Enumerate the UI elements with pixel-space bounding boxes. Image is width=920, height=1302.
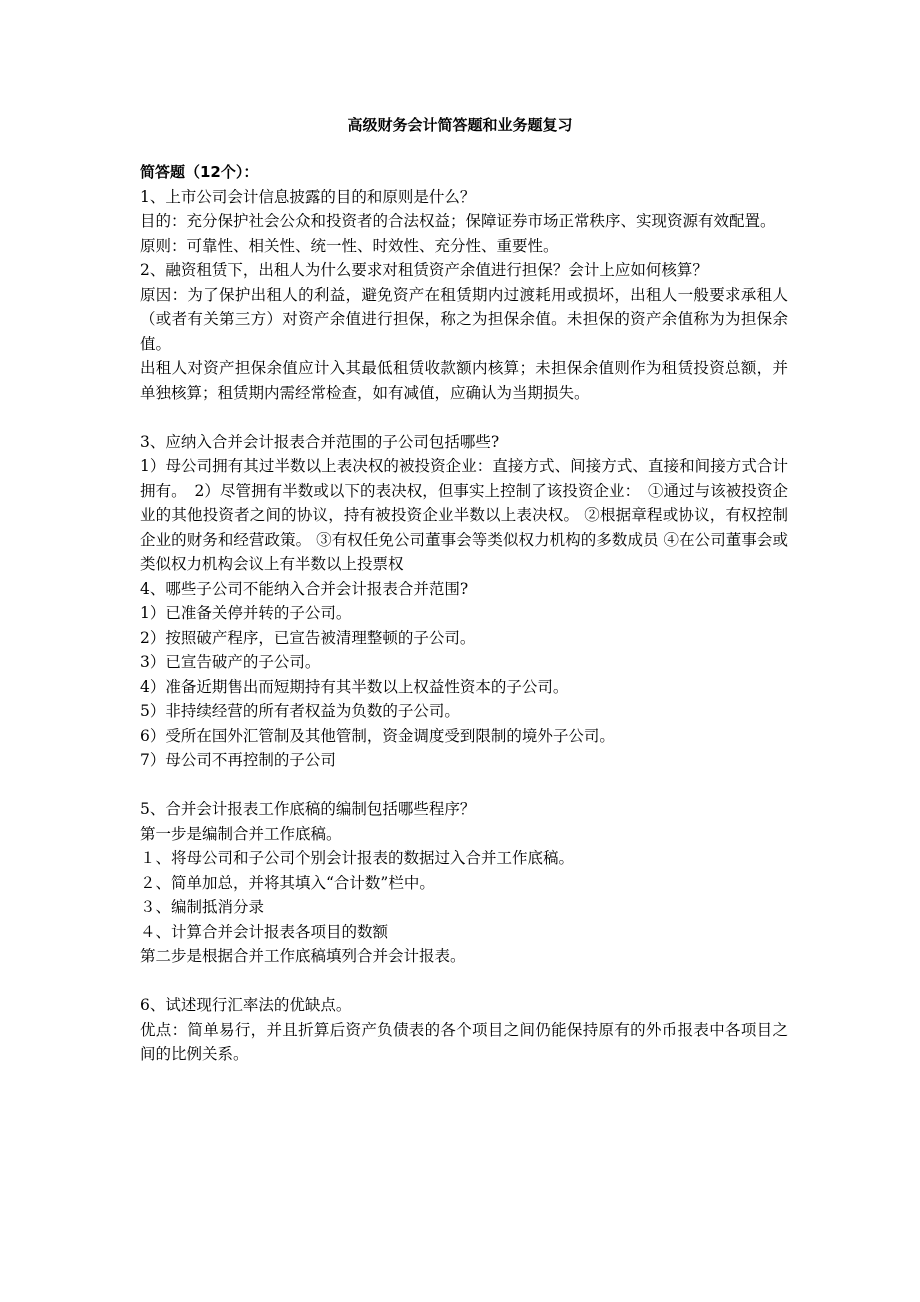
q1-purpose: 目的：充分保护社会公众和投资者的合法权益；保障证券市场正常秩序、实现资源有效配置。 bbox=[140, 212, 776, 230]
q4-item: 4）准备近期售出而短期持有其半数以上权益性资本的子公司。 bbox=[140, 677, 569, 696]
q5-item: １、将母公司和子公司个别会计报表的数据过入合并工作底稿。 bbox=[140, 849, 575, 867]
q2-question: 2、融资租赁下，出租人为什么要求对租赁资产余值进行担保？会计上应如何核算？ bbox=[140, 261, 708, 279]
q3-question: 3、应纳入合并会计报表合并范围的子公司包括哪些? bbox=[140, 432, 500, 451]
q6-question: 6、试述现行汇率法的优缺点。 bbox=[140, 996, 352, 1014]
q5-item: ２、简单加总，并将其填入“合计数”栏中。 bbox=[140, 873, 435, 892]
document-title: 高级财务会计简答题和业务题复习 bbox=[347, 116, 573, 134]
q3-answer: 1）母公司拥有其过半数以上表决权的被投资企业：直接方式、间接方式、直接和间接方式合计拥有。 2）尽管拥有半数或以下的表决权，但事实上控制了该投资企业： ①通过与该被投资企业的其他投资者之间的协议，持有被投资企业半数以上表决权。 ②根据章程或协议，有权控制企业的财务和经营政策。 ③有权任免公司董事会等类似权力机构的多数成员 ④在公司董事会或类似权力机构会议上有半数以上投票权 bbox=[140, 457, 788, 573]
q5-step2: 第二步是根据合并工作底稿填列合并会计报表。 bbox=[140, 947, 466, 965]
q5-question: 5、合并会计报表工作底稿的编制包括哪些程序？ bbox=[140, 800, 476, 818]
q1-question: 1、上市公司会计信息披露的目的和原则是什么？ bbox=[140, 187, 476, 206]
blank-line bbox=[140, 773, 788, 798]
blank-line bbox=[140, 405, 788, 430]
section-heading: 简答题（12个）： bbox=[140, 163, 259, 181]
q5-item: ４、计算合并会计报表各项目的数额 bbox=[140, 922, 389, 941]
q4-item: 3）已宣告破产的子公司。 bbox=[140, 653, 321, 671]
q2-accounting: 出租人对资产担保余值应计入其最低租赁收款额内核算；未担保余值则作为租赁投资总额，并单独核算；租赁期内需经常检查，如有减值，应确认为当期损失。 bbox=[140, 359, 788, 402]
q5-item: ３、编制抵消分录 bbox=[140, 898, 265, 916]
blank-line bbox=[140, 969, 788, 994]
q4-item: 2）按照破产程序，已宣告被清理整顿的子公司。 bbox=[140, 628, 476, 647]
q4-item: 6）受所在国外汇管制及其他管制，资金调度受到限制的境外子公司。 bbox=[140, 726, 615, 745]
q5-step1: 第一步是编制合并工作底稿。 bbox=[140, 824, 342, 843]
q4-item: 7）母公司不再控制的子公司 bbox=[140, 751, 336, 769]
document-body bbox=[140, 160, 788, 1067]
q6-advantage: 优点：简单易行，并且折算后资产负债表的各个项目之间仍能保持原有的外币报表中各项目之间的比例关系。 bbox=[140, 1020, 788, 1063]
q4-question: 4、哪些子公司不能纳入合并会计报表合并范围? bbox=[140, 579, 469, 598]
q4-item: 5）非持续经营的所有者权益为负数的子公司。 bbox=[140, 702, 460, 720]
q2-reason: 原因：为了保护出租人的利益，避免资产在租赁期内过渡耗用或损坏，出租人一般要求承租人（或者有关第三方）对资产余值进行担保，称之为担保余值。未担保的资产余值称为为担保余值。 bbox=[140, 285, 788, 353]
q4-item: 1）已准备关停并转的子公司。 bbox=[140, 604, 352, 622]
q1-principle: 原则：可靠性、相关性、统一性、时效性、充分性、重要性。 bbox=[140, 236, 559, 255]
